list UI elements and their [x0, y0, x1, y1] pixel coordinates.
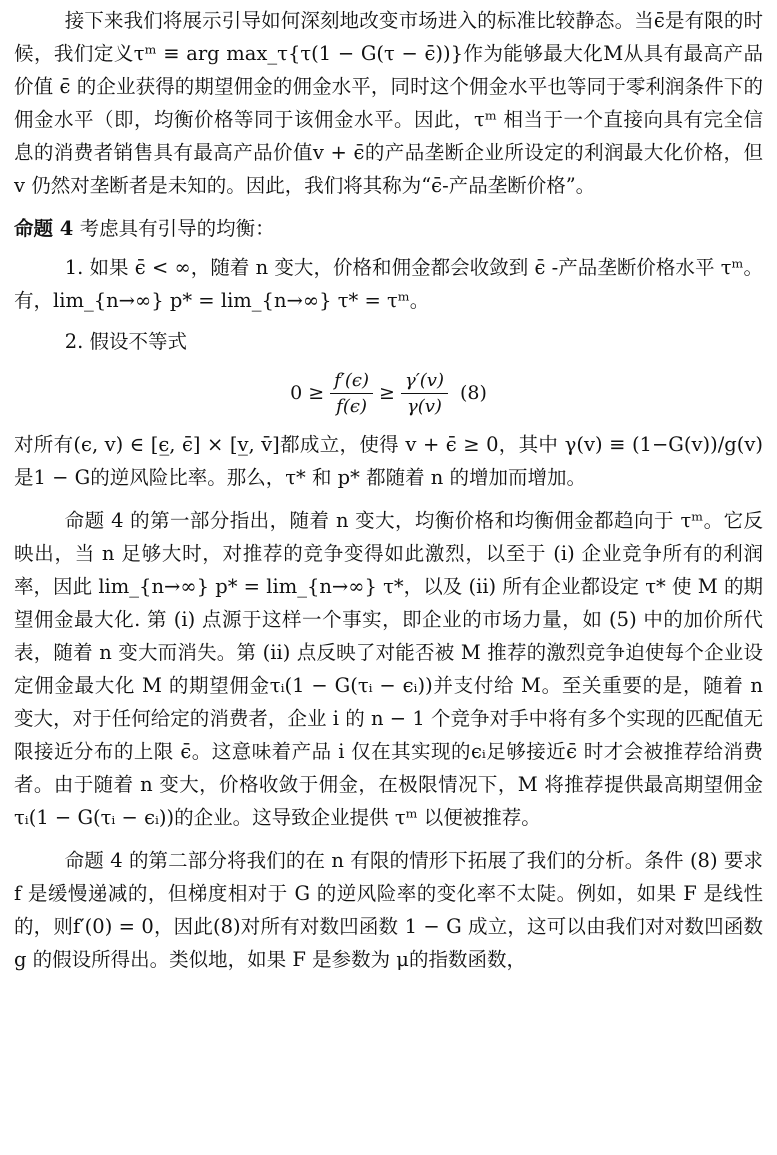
proposition-item-2-condition: 对所有(ϵ, v) ∈ [ϵ̲, ϵ̄] × [v̲, v̄]都成立，使得 v + ϵ̄ ≥ 0，其中 γ(v) ≡ (1−G(v))/g(v) 是1 − G的逆风险比率。那么，τ* 和 p* 都随着 n 的增加而增加。 — [14, 433, 763, 489]
fraction-gamma-denominator: γ(v) — [406, 395, 442, 417]
fraction-gamma-numerator: γ′(v) — [401, 370, 448, 394]
fraction-f — [330, 370, 373, 417]
proposition-item-1: 1. 如果 ϵ̄ < ∞，随着 n 变大，价格和佣金都会收敛到 ϵ̄ -产品垄断价格水平 τᵐ。有，lim_{n→∞} p* = lim_{n→∞} τ* = τᵐ。 — [14, 256, 763, 312]
fraction-f-numerator: f′(ϵ) — [330, 370, 373, 394]
inequality-left: 0 ≥ — [290, 382, 325, 404]
inequality-8 — [14, 358, 763, 428]
proposition-intro: 考虑具有引导的均衡： — [79, 217, 275, 240]
fraction-f-denominator: f(ϵ) — [336, 395, 367, 417]
paragraph-discussion-1: 命题 4 的第一部分指出，随着 n 变大，均衡价格和均衡佣金都趋向于 τᵐ。它反映出，当 n 足够大时，对推荐的竞争变得如此激烈，以至于 (i) 企业竞争所有的利润率，因此 lim_{n→∞} p* = lim_{n→∞} τ*，以及 (ii) 所有企业都设定 τ* 使 M 的期望佣金最大化. 第 (i) 点源于这样一个事实，即企业的市场力量，如 (5) 中的加价所代表，随着 n 变大而消失。第 (ii) 点反映了对能否被 M 推荐的激烈竞争迫使每个企业设定佣金最大化 M 的期望佣金τᵢ(1 − G(τᵢ − ϵᵢ))并支付给 M。至关重要的是，随着 n 变大，对于任何给定的消费者，企业 i 的 n − 1 个竞争对手中将有多个实现的匹配值无限接近分布的上限 ϵ̄。这意味着产品 i 仅在其实现的ϵᵢ足够接近ϵ̄ 时才会被推荐给消费者。由于随着 n 变大，价格收敛于佣金，在极限情况下，M 将推荐提供最高期望佣金τᵢ(1 − G(τᵢ − ϵᵢ))的企业。这导致企业提供 τᵐ 以便被推荐。 — [14, 509, 763, 829]
paragraph-intro: 接下来我们将展示引导如何深刻地改变市场进入的标准比较静态。当ϵ̄是有限的时候，我们定义τᵐ ≡ arg max_τ{τ(1 − G(τ − ϵ̄))}作为能够最大化M从具有最高产品价值 ϵ̄ 的企业获得的期望佣金的佣金水平，同时这个佣金水平也等同于零利润条件下的佣金水平（即，均衡价格等同于该佣金水平。因此，τᵐ 相当于一个直接向具有完全信息的消费者销售具有最高产品价值v + ϵ̄的产品垄断企业所设定的利润最大化价格，但 v 仍然对垄断者是未知的。因此，我们将其称为“ϵ̄-产品垄断价格”。 — [14, 9, 763, 197]
proposition-4 — [14, 212, 763, 245]
fraction-gamma — [401, 370, 448, 417]
proposition-heading: 命题 4 — [14, 217, 74, 240]
inequality-mid: ≥ — [379, 382, 395, 404]
paragraph-discussion-2: 命题 4 的第二部分将我们的在 n 有限的情形下拓展了我们的分析。条件 (8) 要求 f 是缓慢递减的，但梯度相对于 G 的逆风险率的变化率不太陡。例如，如果 F 是线性的，则f′(0) = 0，因此(8)对所有对数凹函数 1 − G 成立，这可以由我们对对数凹函数 g 的假设所得出。类似地，如果 F 是参数为 μ的指数函数， — [14, 849, 763, 971]
equation-label: (8) — [460, 382, 487, 404]
proposition-item-2-intro: 2. 假设不等式 — [64, 330, 187, 353]
